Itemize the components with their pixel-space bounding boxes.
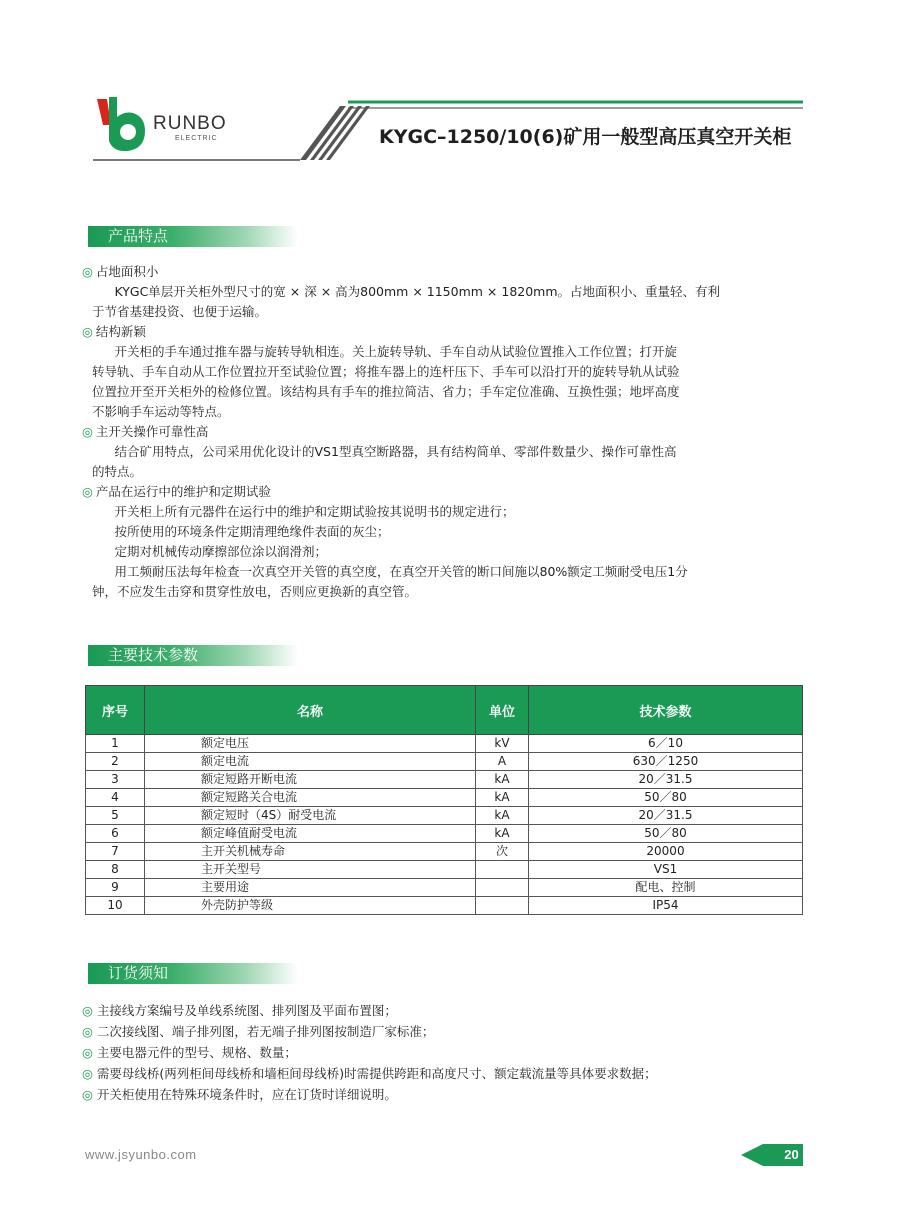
- cell-unit: kV: [476, 735, 529, 753]
- cell-index: 8: [86, 861, 145, 879]
- text-line: 的特点。: [92, 464, 143, 479]
- feature-heading: ◎ 主开关操作可靠性高: [82, 424, 209, 439]
- column-header: 名称: [145, 686, 476, 735]
- table-row: [86, 825, 803, 843]
- spec-table: [85, 685, 803, 915]
- bullet-icon: ◎: [82, 1066, 93, 1081]
- cell-value: 50／80: [529, 789, 803, 807]
- brand-sub: ELECTRIC: [175, 135, 218, 142]
- table-row: [86, 735, 803, 753]
- brand-name: RUNBO: [153, 113, 227, 134]
- text-line: 转导轨、手车自动从工作位置拉开至试验位置；将推车器上的连杆压下、手车可以沿打开的旋转导轨从试验: [92, 364, 680, 379]
- cell-name: 额定电流: [145, 753, 476, 771]
- column-header: 单位: [476, 686, 529, 735]
- table-body: [86, 735, 803, 915]
- list-item: ◎ 需要母线桥(两列柜间母线桥和墙柜间母线桥)时需提供跨距和高度尺寸、额定载流量等具体要求数据；: [82, 1066, 657, 1081]
- cell-name: 额定短时（4S）耐受电流: [145, 807, 476, 825]
- cell-index: 9: [86, 879, 145, 897]
- cell-unit: [476, 861, 529, 879]
- table-row: [86, 879, 803, 897]
- table-row: [86, 807, 803, 825]
- text-line: 于节省基建投资、也便于运输。: [92, 304, 268, 319]
- text-line: 按所使用的环境条件定期清理绝缘件表面的灰尘；: [114, 524, 390, 539]
- column-header: 序号: [86, 686, 145, 735]
- list-item: ◎ 主要电器元件的型号、规格、数量；: [82, 1045, 297, 1060]
- text-line: 用工频耐压法每年检查一次真空开关管的真空度，在真空开关管的断口间施以80%额定工频耐受电压1分: [114, 564, 688, 579]
- cell-name: 额定短路关合电流: [145, 789, 476, 807]
- cell-unit: kA: [476, 771, 529, 789]
- text-line: 开关柜的手车通过推车器与旋转导轨相连。关上旋转导轨、手车自动从试验位置推入工作位置；打开旋: [114, 344, 678, 359]
- features-block: [82, 262, 797, 602]
- cell-name: 额定电压: [145, 735, 476, 753]
- section-title: 产品特点: [108, 227, 169, 245]
- cell-value: 20000: [529, 843, 803, 861]
- page-number: 20: [780, 1144, 803, 1166]
- table-row: [86, 789, 803, 807]
- cell-value: 6／10: [529, 735, 803, 753]
- table-row: [86, 843, 803, 861]
- bullet-icon: ◎: [82, 264, 93, 279]
- cell-name: 额定峰值耐受电流: [145, 825, 476, 843]
- section-tab-params: [88, 645, 298, 666]
- cell-value: 50／80: [529, 825, 803, 843]
- cell-unit: A: [476, 753, 529, 771]
- cell-index: 2: [86, 753, 145, 771]
- cell-value: 630／1250: [529, 753, 803, 771]
- cell-value: 20／31.5: [529, 771, 803, 789]
- bullet-icon: ◎: [82, 1045, 93, 1060]
- cell-unit: kA: [476, 789, 529, 807]
- bullet-icon: ◎: [82, 1087, 93, 1102]
- cell-value: 配电、控制: [529, 879, 803, 897]
- text-line: 钟，不应发生击穿和贯穿性放电，否则应更换新的真空管。: [92, 584, 418, 599]
- table-row: [86, 753, 803, 771]
- cell-index: 3: [86, 771, 145, 789]
- bullet-icon: ◎: [82, 484, 93, 499]
- bullet-icon: ◎: [82, 424, 93, 439]
- cell-name: 主开关机械寿命: [145, 843, 476, 861]
- list-item: ◎ 开关柜使用在特殊环境条件时，应在订货时详细说明。: [82, 1087, 397, 1102]
- cell-name: 主开关型号: [145, 861, 476, 879]
- table-row: [86, 771, 803, 789]
- section-title: 订货须知: [108, 964, 169, 982]
- text-line: 开关柜上所有元器件在运行中的维护和定期试验按其说明书的规定进行；: [114, 504, 515, 519]
- cell-value: VS1: [529, 861, 803, 879]
- text-line: 不影响手车运动等特点。: [92, 404, 230, 419]
- cell-index: 6: [86, 825, 145, 843]
- page-arrow-icon: [741, 1144, 781, 1166]
- cell-index: 10: [86, 897, 145, 915]
- text-line: 位置拉开至开关柜外的检修位置。该结构具有手车的推拉简洁、省力；手车定位准确、互换性强；地坪高度: [92, 384, 680, 399]
- cell-name: 额定短路开断电流: [145, 771, 476, 789]
- cell-name: 主要用途: [145, 879, 476, 897]
- cell-unit: kA: [476, 825, 529, 843]
- cell-index: 1: [86, 735, 145, 753]
- feature-heading: ◎ 结构新颖: [82, 324, 146, 339]
- bullet-icon: ◎: [82, 324, 93, 339]
- table-header-row: [86, 686, 803, 735]
- cell-index: 7: [86, 843, 145, 861]
- cell-unit: [476, 879, 529, 897]
- website-link[interactable]: www.jsyunbo.com: [85, 1147, 197, 1162]
- cell-unit: 次: [476, 843, 529, 861]
- text-line: 定期对机械传动摩擦部位涂以润滑剂；: [114, 544, 328, 559]
- cell-unit: [476, 897, 529, 915]
- section-tab-order: [88, 963, 298, 984]
- page-title: KYGC–1250/10(6)矿用一般型高压真空开关柜: [379, 126, 792, 148]
- table-row: [86, 897, 803, 915]
- table-row: [86, 861, 803, 879]
- list-item: ◎ 二次接线图、端子排列图，若无端子排列图按制造厂家标准；: [82, 1024, 435, 1039]
- section-title: 主要技术参数: [108, 646, 199, 664]
- feature-heading: ◎ 产品在运行中的维护和定期试验: [82, 484, 271, 499]
- cell-index: 5: [86, 807, 145, 825]
- section-tab-features: [88, 226, 298, 247]
- cell-value: IP54: [529, 897, 803, 915]
- text-line: KYGC单层开关柜外型尺寸的宽 × 深 × 高为800mm × 1150mm × 1820mm。占地面积小、重量轻、有利: [114, 284, 721, 299]
- cell-value: 20／31.5: [529, 807, 803, 825]
- list-item: ◎ 主接线方案编号及单线系统图、排列图及平面布置图；: [82, 1003, 397, 1018]
- bullet-icon: ◎: [82, 1024, 93, 1039]
- cell-index: 4: [86, 789, 145, 807]
- cell-unit: kA: [476, 807, 529, 825]
- column-header: 技术参数: [529, 686, 803, 735]
- feature-heading: ◎ 占地面积小: [82, 264, 159, 279]
- cell-name: 外壳防护等级: [145, 897, 476, 915]
- order-notes: [82, 1000, 802, 1105]
- bullet-icon: ◎: [82, 1003, 93, 1018]
- text-line: 结合矿用特点，公司采用优化设计的VS1型真空断路器，具有结构简单、零部件数量少、操作可靠性高: [114, 444, 677, 459]
